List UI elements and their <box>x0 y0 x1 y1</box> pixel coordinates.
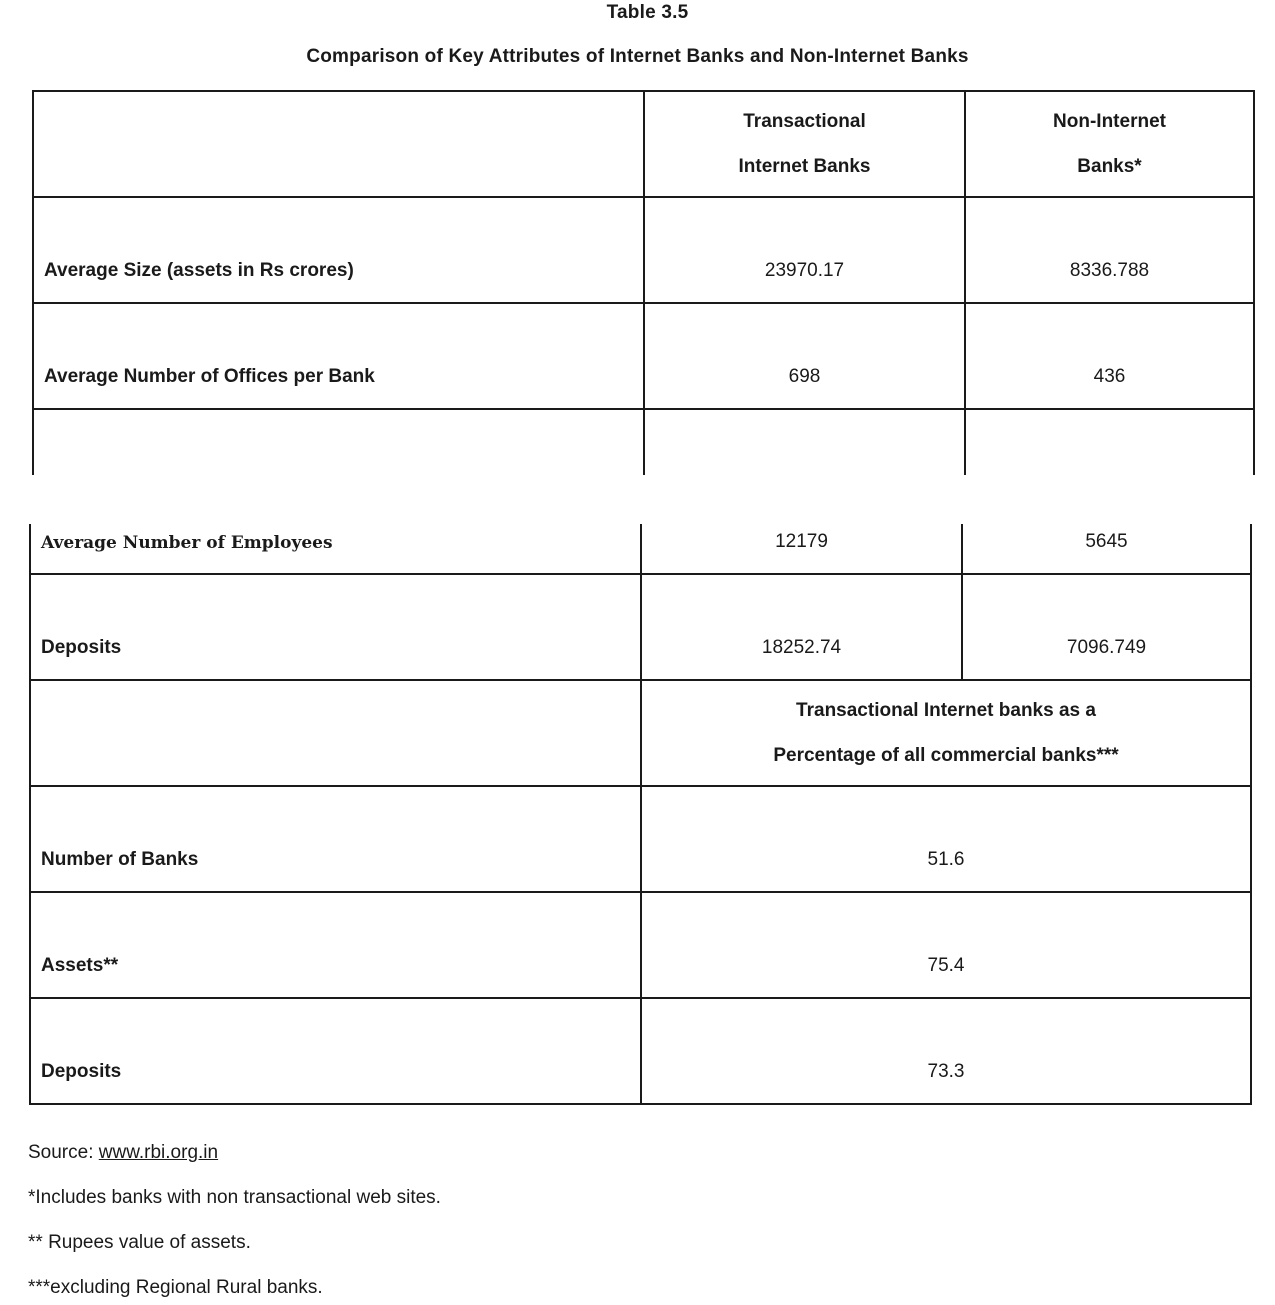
non-internet-value: 5645 <box>962 524 1251 574</box>
table-title: Comparison of Key Attributes of Internet Banks and Non-Internet Banks <box>306 46 969 67</box>
percentage-header-row <box>30 680 1251 786</box>
row-label: Assets** <box>30 892 641 998</box>
footnote-3: ***excluding Regional Rural banks. <box>28 1277 323 1298</box>
table-row <box>30 786 1251 892</box>
comparison-table-part-2 <box>29 524 1252 1105</box>
row-label: Deposits <box>30 998 641 1104</box>
header-empty-cell <box>30 680 641 786</box>
internet-value: 698 <box>644 303 965 409</box>
table-header-row <box>33 91 1254 197</box>
percentage-value: 75.4 <box>641 892 1251 998</box>
table-row <box>33 303 1254 409</box>
row-label: Average Size (assets in Rs crores) <box>33 197 644 303</box>
source-note: Source: www.rbi.org.in <box>28 1142 219 1163</box>
table-row <box>33 197 1254 303</box>
percentage-header: Transactional Internet banks as a Percentage of all commercial banks*** <box>641 680 1251 786</box>
internet-value: 18252.74 <box>641 574 962 680</box>
comparison-table-part-1 <box>32 90 1255 475</box>
header-non-internet-banks: Non-Internet Banks* <box>965 91 1254 197</box>
footnote-2: ** Rupees value of assets. <box>28 1232 251 1253</box>
non-internet-value: 7096.749 <box>962 574 1251 680</box>
row-label: Deposits <box>30 574 641 680</box>
table-row <box>30 574 1251 680</box>
header-empty-cell <box>33 91 644 197</box>
table-row <box>30 524 1251 574</box>
table-number: Table 3.5 <box>606 2 689 23</box>
row-label: Average Number of Employees <box>30 524 641 574</box>
fragment-cell <box>965 409 1254 475</box>
fragment-cell <box>644 409 965 475</box>
row-label: Average Number of Offices per Bank <box>33 303 644 409</box>
percentage-value: 73.3 <box>641 998 1251 1104</box>
header-internet-banks: Transactional Internet Banks <box>644 91 965 197</box>
percentage-value: 51.6 <box>641 786 1251 892</box>
table-row-fragment <box>33 409 1254 475</box>
footnote-1: *Includes banks with non transactional web sites. <box>28 1187 441 1208</box>
table-row <box>30 892 1251 998</box>
non-internet-value: 8336.788 <box>965 197 1254 303</box>
internet-value: 23970.17 <box>644 197 965 303</box>
non-internet-value: 436 <box>965 303 1254 409</box>
row-label: Number of Banks <box>30 786 641 892</box>
table-row <box>30 998 1251 1104</box>
source-link[interactable]: www.rbi.org.in <box>98 1142 219 1163</box>
fragment-cell <box>33 409 644 475</box>
internet-value: 12179 <box>641 524 962 574</box>
